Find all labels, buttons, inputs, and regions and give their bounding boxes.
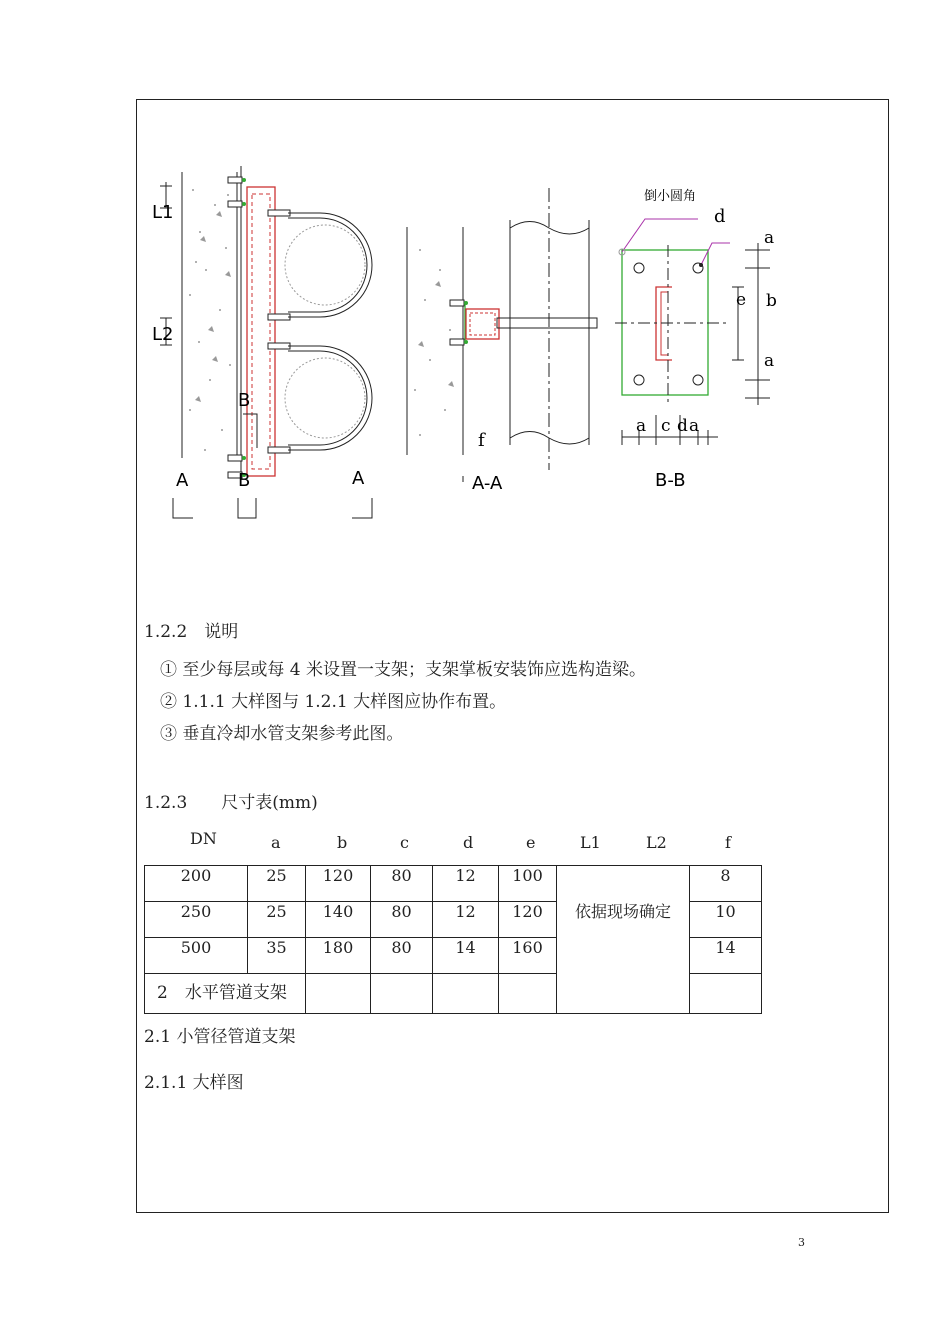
table-cell: 35 bbox=[248, 938, 306, 974]
dimension-table bbox=[144, 865, 762, 1014]
section-123-heading: 1.2.3 尺寸表(mm) bbox=[144, 793, 318, 813]
anchor-bolt-markers bbox=[242, 178, 246, 477]
section-122-heading: 1.2.2 说明 bbox=[144, 622, 239, 642]
table-cell: 12 bbox=[433, 902, 499, 938]
table-cell bbox=[433, 974, 499, 1014]
label-a1: a bbox=[764, 228, 775, 248]
col-header-e: e bbox=[526, 833, 536, 852]
section-211-heading: 2.1.1 大样图 bbox=[144, 1073, 244, 1093]
col-header-d: d bbox=[463, 833, 474, 852]
concrete-hatch bbox=[189, 189, 231, 451]
section-aa-view bbox=[407, 188, 597, 482]
table-cell: 160 bbox=[499, 938, 557, 974]
col-header-f: f bbox=[725, 833, 731, 852]
col-header-a: a bbox=[271, 833, 281, 852]
u-bolt-clamps bbox=[268, 210, 372, 453]
table-cell: 80 bbox=[371, 938, 433, 974]
label-b: b bbox=[766, 291, 777, 311]
page-number: 3 bbox=[798, 1236, 805, 1249]
note-item-3: ③ 垂直冷却水管支架参考此图。 bbox=[160, 724, 404, 744]
table-cell bbox=[690, 974, 762, 1014]
table-cell: 25 bbox=[248, 902, 306, 938]
col-header-dn: DN bbox=[190, 829, 217, 848]
elevation-view bbox=[160, 166, 372, 518]
label-d2: d bbox=[677, 416, 688, 436]
table-cell: 120 bbox=[306, 866, 371, 902]
label-d: d bbox=[714, 206, 726, 227]
support-detail-drawing bbox=[0, 0, 950, 560]
table-cell: 180 bbox=[306, 938, 371, 974]
note-item-1: ① 至少每层或每 4 米设置一支架；支架掌板安装饰应选构造梁。 bbox=[160, 660, 647, 680]
label-e: e bbox=[736, 290, 747, 310]
table-cell: 25 bbox=[248, 866, 306, 902]
table-cell: 8 bbox=[690, 866, 762, 902]
table-cell: 14 bbox=[433, 938, 499, 974]
overlap-heading-cell: 2 水平管道支架 bbox=[145, 974, 306, 1014]
col-header-c: c bbox=[400, 833, 409, 852]
label-section-bb: B-B bbox=[655, 470, 686, 491]
anchor-bolts bbox=[228, 177, 242, 478]
table-cell: 500 bbox=[145, 938, 248, 974]
label-a-left: A bbox=[176, 470, 189, 491]
table-cell: 14 bbox=[690, 938, 762, 974]
pipe-outlines bbox=[285, 225, 365, 438]
label-fillet: 倒小圆角 bbox=[644, 189, 697, 204]
table-cell: 80 bbox=[371, 902, 433, 938]
merged-note-cell: 依据现场确定 bbox=[557, 866, 690, 1014]
table-cell bbox=[306, 974, 371, 1014]
label-c: c bbox=[661, 416, 671, 436]
label-a-right: A bbox=[352, 468, 365, 489]
table-cell bbox=[371, 974, 433, 1014]
section-bb-view bbox=[615, 219, 770, 445]
label-a3: a bbox=[636, 416, 647, 436]
section-21-heading: 2.1 小管径管道支架 bbox=[144, 1027, 296, 1047]
col-header-l2: L2 bbox=[646, 833, 667, 852]
table-cell: 200 bbox=[145, 866, 248, 902]
table-cell: 140 bbox=[306, 902, 371, 938]
table-cell: 10 bbox=[690, 902, 762, 938]
note-item-2: ② 1.1.1 大样图与 1.2.1 大样图应协作布置。 bbox=[160, 692, 507, 712]
label-section-aa: A-A bbox=[472, 473, 503, 494]
table-cell: 80 bbox=[371, 866, 433, 902]
table-cell: 100 bbox=[499, 866, 557, 902]
label-b-bottom: B bbox=[238, 470, 251, 491]
label-l2: L2 bbox=[152, 324, 174, 345]
table-cell: 120 bbox=[499, 902, 557, 938]
col-header-l1: L1 bbox=[580, 833, 601, 852]
label-l1: L1 bbox=[152, 202, 174, 223]
table-cell: 12 bbox=[433, 866, 499, 902]
col-header-b: b bbox=[337, 833, 348, 852]
label-a2: a bbox=[764, 351, 775, 371]
table-row bbox=[145, 866, 762, 902]
label-b-top: B bbox=[238, 390, 251, 411]
table-cell: 250 bbox=[145, 902, 248, 938]
table-cell bbox=[499, 974, 557, 1014]
label-f: f bbox=[478, 430, 485, 451]
label-a4: a bbox=[689, 416, 700, 436]
